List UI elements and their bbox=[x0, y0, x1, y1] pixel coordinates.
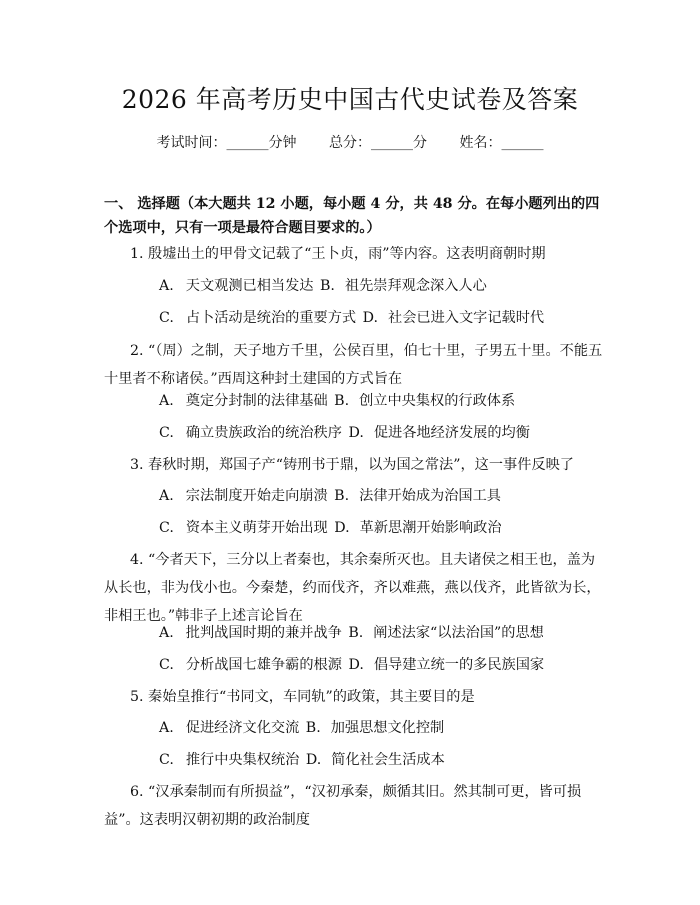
option-b: 创立中央集权的行政体系 bbox=[359, 393, 516, 409]
question-4-stem: 4. “今者天下，三分以上者秦也，其余秦所灭也。且夫诸侯之相王也，盖为从长也，非为伐小也。今秦楚，约而伐齐，齐以难燕，燕以伐齐，此皆欲为长，非相王也。”韩非子上述言论旨在 bbox=[104, 552, 601, 624]
question-1-stem: 1. 殷墟出土的甲骨文记载了“王卜贞，雨”等内容。这表明商朝时期 bbox=[130, 246, 546, 262]
question-3-stem: 3. 春秋时期，郑国子产“铸刑书于鼎，以为国之常法”，这一事件反映了 bbox=[130, 457, 574, 473]
option-label: C. bbox=[159, 310, 174, 326]
option-d: 促进各地经济发展的均衡 bbox=[373, 425, 530, 441]
exam-meta bbox=[0, 132, 700, 152]
option-label: A. bbox=[159, 278, 174, 294]
question-2-stem: 2. “（周）之制，天子地方千里，公侯百里，伯七十里，子男五十里。不能五十里者不称诸侯。”西周这种封土建国的方式旨在 bbox=[104, 343, 603, 387]
option-d: 革新思潮开始影响政治 bbox=[359, 520, 502, 536]
option-label: B. bbox=[348, 625, 364, 641]
question-5-options-cd bbox=[159, 749, 619, 771]
section-heading: 一、 选择题（本大题共 12 小题，每小题 4 分，共 48 分。在每小题列出的四个选项中，只有一项是最符合题目要求的。） bbox=[104, 196, 600, 236]
option-label: D. bbox=[334, 520, 350, 536]
option-label: A. bbox=[159, 488, 174, 504]
option-label: A. bbox=[159, 625, 174, 641]
option-c: 资本主义萌芽开始出现 bbox=[185, 520, 328, 536]
option-d: 简化社会生活成本 bbox=[331, 752, 445, 768]
question-1-options-cd bbox=[159, 307, 619, 329]
option-a: 天文观测已相当发达 bbox=[185, 278, 314, 294]
option-label: C. bbox=[159, 657, 174, 673]
option-label: C. bbox=[159, 425, 174, 441]
question-4-options-ab bbox=[159, 622, 619, 644]
question-3-options-ab bbox=[159, 485, 619, 507]
option-label: B. bbox=[319, 278, 335, 294]
name-field: 姓名：______ bbox=[459, 135, 544, 151]
question-6-stem: 6. “汉承秦制而有所损益”，“汉初承秦，颇循其旧。然其制可更，皆可损益”。这表明汉朝初期的政治制度 bbox=[104, 784, 582, 828]
option-label: C. bbox=[159, 520, 174, 536]
question-1-options-ab bbox=[159, 275, 619, 297]
option-c: 分析战国七雄争霸的根源 bbox=[185, 657, 342, 673]
question-4-options-cd bbox=[159, 654, 619, 676]
option-label: B. bbox=[305, 720, 321, 736]
question-5-options-ab bbox=[159, 717, 619, 739]
option-d: 社会已进入文字记载时代 bbox=[388, 310, 545, 326]
option-b: 祖先崇拜观念深入人心 bbox=[344, 278, 487, 294]
option-label: B. bbox=[334, 488, 350, 504]
option-a: 促进经济文化交流 bbox=[185, 720, 300, 736]
question-2-options-ab bbox=[159, 390, 619, 412]
option-label: B. bbox=[334, 393, 350, 409]
total-score-field: 总分：______分 bbox=[329, 135, 427, 151]
option-label: A. bbox=[159, 720, 174, 736]
page-title: 2026 年高考历史中国古代史试卷及答案 bbox=[121, 85, 579, 114]
option-c: 占卜活动是统治的重要方式 bbox=[185, 310, 357, 326]
option-a: 宗法制度开始走向崩溃 bbox=[185, 488, 328, 504]
option-b: 法律开始成为治国工具 bbox=[359, 488, 501, 504]
option-label: D. bbox=[362, 310, 379, 326]
option-a: 批判战国时期的兼并战争 bbox=[185, 625, 342, 641]
question-3-options-cd bbox=[159, 517, 619, 539]
option-label: D. bbox=[348, 425, 364, 441]
option-b: 阐述法家“以法治国”的思想 bbox=[373, 625, 544, 641]
option-a: 奠定分封制的法律基础 bbox=[185, 393, 328, 409]
option-label: D. bbox=[348, 657, 364, 673]
question-5-stem: 5. 秦始皇推行“书同文，车同轨”的政策，其主要目的是 bbox=[130, 689, 475, 705]
option-d: 倡导建立统一的多民族国家 bbox=[373, 657, 545, 673]
exam-time-field: 考试时间：______分钟 bbox=[156, 135, 297, 151]
option-label: D. bbox=[305, 752, 322, 768]
option-label: A. bbox=[159, 393, 174, 409]
option-c: 推行中央集权统治 bbox=[185, 752, 300, 768]
option-c: 确立贵族政治的统治秩序 bbox=[185, 425, 342, 441]
option-b: 加强思想文化控制 bbox=[330, 720, 445, 736]
question-2-options-cd bbox=[159, 422, 619, 444]
option-label: C. bbox=[159, 752, 174, 768]
